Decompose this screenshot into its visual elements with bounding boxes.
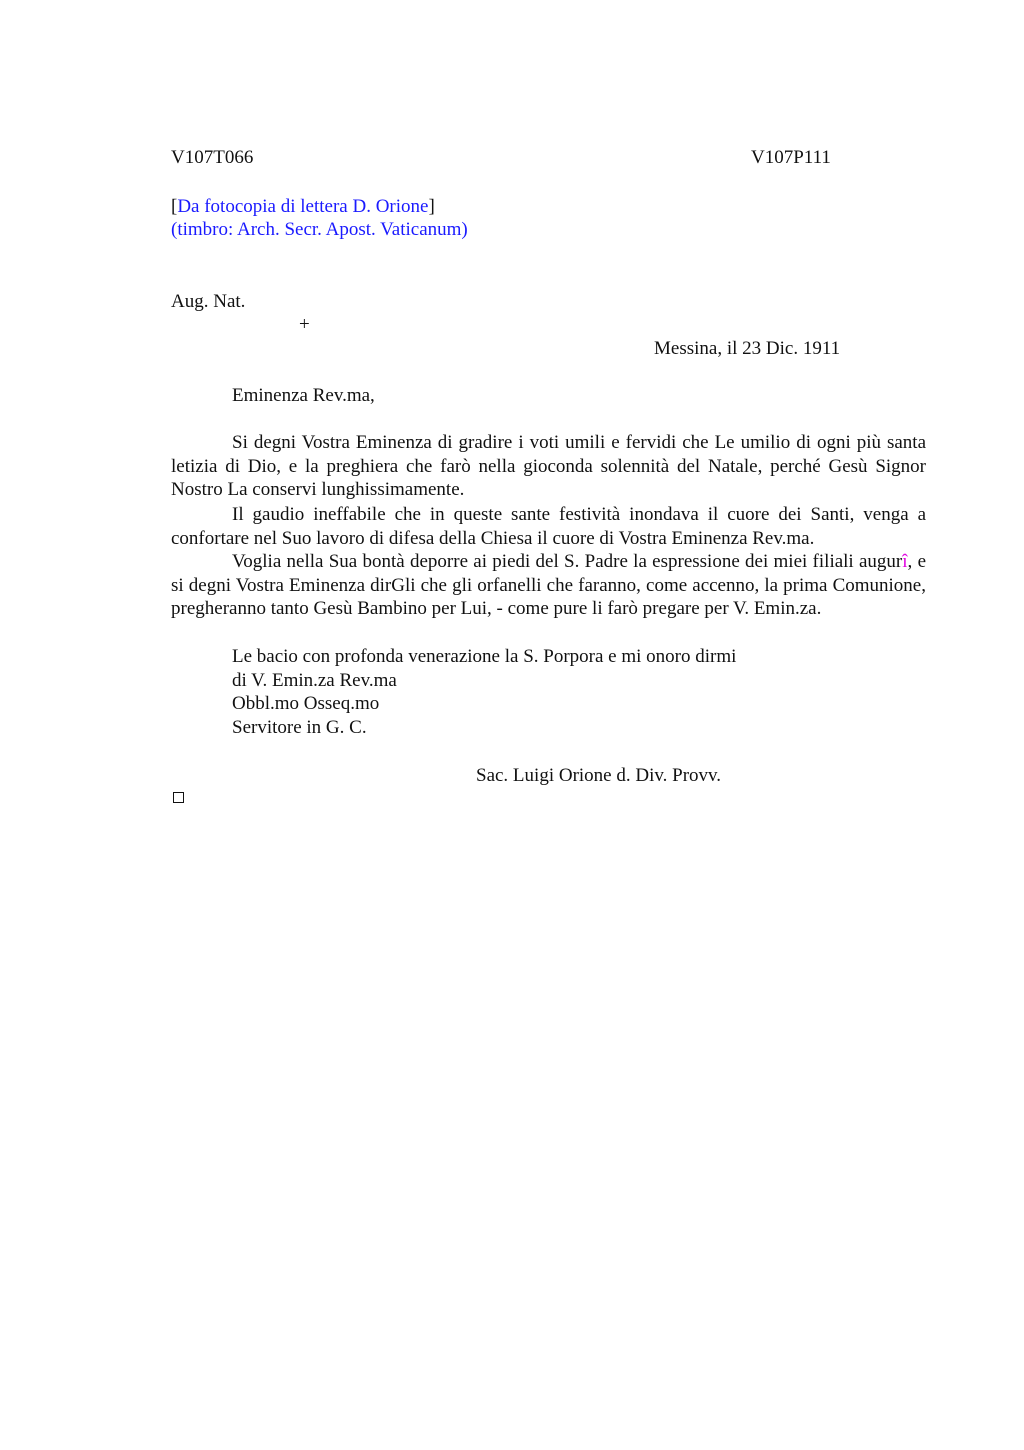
- letter-paragraph-3: [171, 550, 926, 621]
- salutation: Eminenza Rev.ma,: [232, 385, 375, 406]
- stamp-note: (timbro: Arch. Secr. Apost. Vaticanum): [171, 219, 468, 240]
- source-note-text: Da fotocopia di lettera D. Orione: [177, 196, 429, 217]
- closing-line-2: di V. Emin.za Rev.ma: [232, 670, 397, 691]
- letter-paragraph-2: Il gaudio ineffabile che in queste sante festività inondava il cuore dei Santi, venga a confortare nel Suo lavoro di difesa della Chiesa il cuore di Vostra Eminenza Rev.ma.: [171, 504, 926, 549]
- source-note-bracket-open: [: [171, 196, 178, 217]
- signature: Sac. Luigi Orione d. Div. Provv.: [476, 765, 722, 786]
- closing-line-4: Servitore in G. C.: [232, 717, 367, 738]
- letter-paragraph-1: Si degni Vostra Eminenza di gradire i voti umili e fervidi che Le umilio di ogni più santa letizia di Dio, e la preghiera che farò nella gioconda solennità del Natale, perché Gesù Signor Nostro La conservi lunghissimamente.: [171, 432, 926, 500]
- source-note-bracket-close: ]: [428, 196, 435, 217]
- end-of-document-box-icon: [173, 792, 184, 803]
- cross-mark: +: [299, 314, 310, 335]
- document-code-left: V107T066: [171, 147, 254, 168]
- correction-mark: î: [902, 551, 908, 572]
- document-code-right: V107P111: [751, 147, 831, 168]
- paragraph-3-part-b: , e si degni Vostra Eminenza dirGli che gli orfanelli che faranno, come accenno, la prima Comunione, pregheranno tanto Gesù Bambino per Lui, - come pure li farò pregare per V. Emin.za.: [171, 551, 927, 619]
- paragraph-3-part-a: Voglia nella Sua bontà deporre ai piedi del S. Padre la espressione dei miei filiali augur: [232, 551, 903, 572]
- closing-line-3: Obbl.mo Osseq.mo: [232, 693, 380, 714]
- closing-line-1: Le bacio con profonda venerazione la S. Porpora e mi onoro dirmi: [232, 646, 737, 667]
- letter-motto: Aug. Nat.: [171, 291, 246, 312]
- source-note: [171, 195, 435, 219]
- place-date: Messina, il 23 Dic. 1911: [654, 338, 841, 359]
